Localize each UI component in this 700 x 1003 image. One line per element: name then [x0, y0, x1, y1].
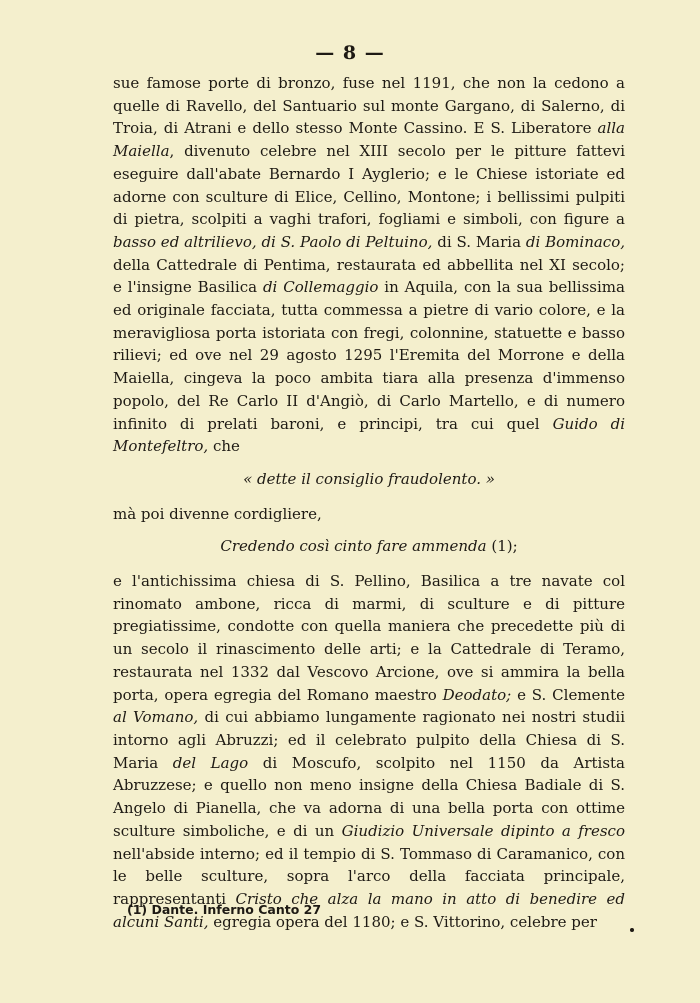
text-run: della Cattedrale di Pentima, restaurata ed abbellita nel XI secolo; e l'insigne Basilica: [113, 255, 625, 297]
footnote-reference: (1);: [486, 537, 518, 556]
quotation: « dette il consiglio fraudolento. »: [243, 469, 495, 488]
text-run: sue famose porte di bronzo, fuse nel 1191, che non la cedono a quelle di Ravello, del Santuario sul monte Gargano, di Salerno, di Troia, di Atrani e dello stesso Monte Cassino. E S. Liberatore: [113, 74, 625, 138]
italic-text: di Bominaco,: [525, 232, 626, 251]
text-run: egregia opera del 1180; e S. Vittorino, celebre per: [208, 912, 597, 931]
quotation-text: Credendo così cinto fare ammenda: [220, 537, 487, 556]
text-run: e S. Clemente: [511, 685, 625, 704]
footnote: (1) Dante. Inferno Canto 27: [127, 902, 322, 917]
text-line: mà poi divenne cordigliere,: [113, 504, 322, 523]
italic-text: Giudizio Universale dipinto a fresco: [341, 821, 625, 840]
italic-text: basso ed altrilievo, di S. Paolo di Peltuino,: [113, 232, 433, 251]
text-run: di Moscufo, scolpito nel 1150 da Artista Abruzzese; e quello non meno insigne della Chiesa Badiale di S. Angelo di Pianella, che va adorna di una bella porta con ottime sculture simboliche, e di un: [113, 753, 625, 840]
ink-dot: [630, 928, 634, 932]
text-run: e l'antichissima chiesa di S. Pellino, Basilica a tre navate col rinomato ambone, ricca di marmi, di sculture e di pitture pregiatissime, condotte con quella maniera che precedette più di un secolo il rinascimento delle arti; e la Cattedrale di Teramo, restaurata nel 1332 dal Vescovo Arcione, ove si ammira la bella porta, opera egregia del Romano maestro: [113, 572, 625, 704]
italic-text: Guido di Montefeltro,: [113, 414, 625, 456]
body-text: [113, 72, 625, 933]
text-run: che: [208, 437, 240, 456]
italic-text: di Collemaggio: [262, 278, 379, 297]
quotation: [113, 535, 625, 558]
text-run: in Aquila, con la sua bellissima ed originale facciata, tutta commessa a pietre di vario colore, e la meravigliosa porta istoriata con fregi, colonnine, statuette e basso rilievi; ed ove nel 29 agosto 1295 l'Eremita del Morrone e della Maiella, cingeva la poco ambita tiara alla presenza d'immenso popolo, del Re Carlo II d'Angiò, di Carlo Martello, e di numero infinito di prelati baroni, e principi, tra cui quel: [113, 278, 625, 433]
italic-text: al Vomano,: [113, 708, 199, 727]
paragraph: [113, 72, 625, 458]
italic-text: del Lago: [172, 753, 249, 772]
italic-text: alla Maiella: [113, 119, 625, 161]
text-run: di S. Maria: [432, 232, 526, 251]
paragraph: [113, 570, 625, 933]
text-run: , divenuto celebre nel XIII secolo per le pitture fattevi eseguire dall'abate Bernardo I Ayglerio; e le Chiese istoriate ed adorne con sculture di Elice, Cellino, Montone; i bellissimi pulpiti di pietra, scolpiti a vaghi trafori, fogliami e simboli, con figure a: [113, 142, 625, 229]
italic-text: Deodato;: [442, 685, 512, 704]
italic-text: Cristo che alza la mano in atto di benedire ed alcuni Santi,: [113, 889, 625, 931]
text-run: nell'abside interno; ed il tempio di S. Tommaso di Caramanico, con le belle sculture, sopra l'arco della facciata principale, rappresentanti: [113, 844, 625, 908]
text-run: di cui abbiamo lungamente ragionato nei nostri studii intorno agli Abruzzi; ed il celebrato pulpito della Chiesa di S. Maria: [113, 708, 626, 772]
page-number: — 8 —: [315, 42, 385, 64]
